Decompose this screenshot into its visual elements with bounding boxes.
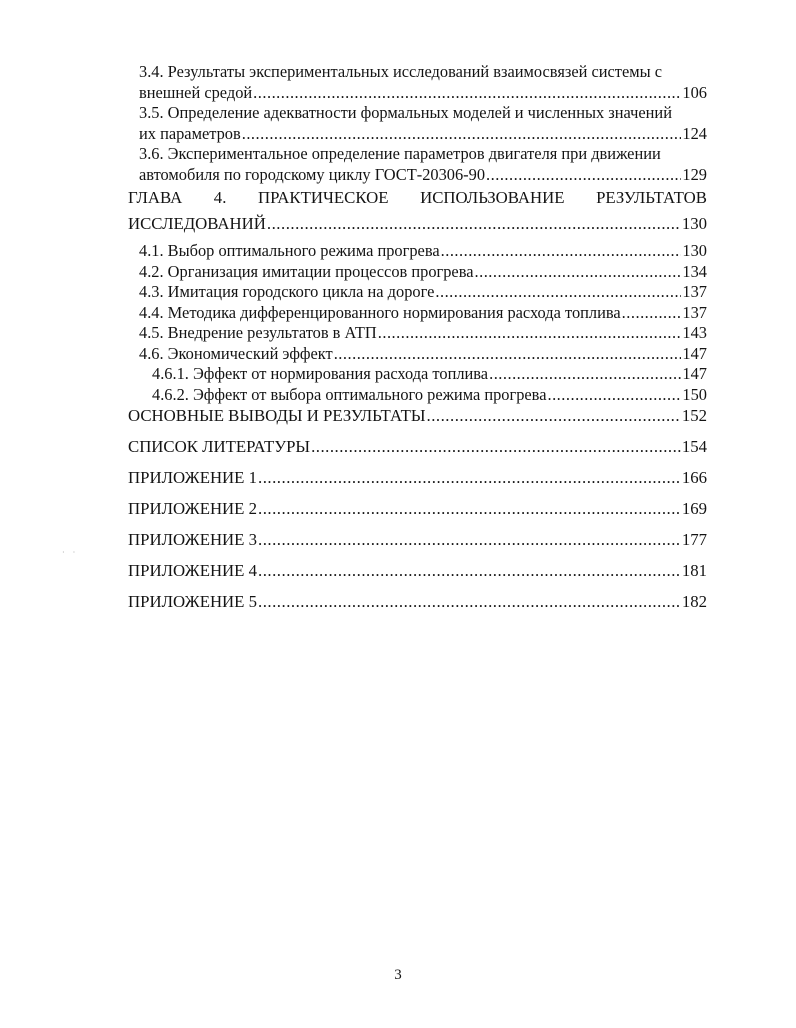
dot-leader: [622, 303, 682, 324]
toc-entry-conclusions[interactable]: [128, 405, 707, 427]
toc-page-number: 166: [681, 468, 707, 487]
dot-leader: [547, 385, 681, 406]
toc-entry-title-cont: внешней средой: [139, 82, 253, 102]
toc-entry-3-6[interactable]: [128, 144, 707, 185]
toc-entry-3-4[interactable]: [128, 62, 707, 103]
toc-entry-4-6[interactable]: [128, 344, 707, 365]
toc-entry-title: 4.6.1. Эффект от нормирования расхода топлива: [152, 364, 489, 383]
toc-page-number: 154: [681, 437, 707, 456]
dot-leader: [475, 262, 682, 283]
toc-page-number: 147: [682, 364, 707, 383]
toc-entry-title: 4.6.2. Эффект от выбора оптимального режима прогрева: [152, 384, 547, 404]
toc-entry-title: ПРИЛОЖЕНИЕ 4: [128, 561, 258, 580]
toc-entry-4-5[interactable]: [128, 323, 707, 344]
toc-entry-title: ПРИЛОЖЕНИЕ 2: [128, 499, 258, 518]
toc-entry-title-cont: их параметров: [139, 123, 241, 143]
toc-page-number: 177: [681, 530, 707, 549]
toc-entry-appendix-3[interactable]: [128, 529, 707, 551]
dot-leader: [258, 498, 681, 520]
toc-entry-title: 4.5. Внедрение результатов в АТП: [139, 323, 377, 342]
dot-leader: [378, 323, 682, 344]
table-of-contents: [128, 62, 707, 613]
toc-entry-title: ПРИЛОЖЕНИЕ 1: [128, 468, 258, 487]
toc-entry-4-4[interactable]: [128, 303, 707, 324]
toc-entry-appendix-4[interactable]: [128, 560, 707, 582]
toc-entry-title-cont: автомобиля по городскому циклу ГОСТ-20306-90: [139, 164, 486, 184]
dot-leader: [435, 282, 681, 303]
toc-entry-references[interactable]: [128, 436, 707, 458]
toc-page-number: 150: [682, 384, 707, 404]
dot-leader: [427, 405, 681, 427]
toc-entry-title: ПРИЛОЖЕНИЕ 5: [128, 592, 258, 611]
toc-page-number: 130: [681, 214, 707, 233]
toc-entry-title: 4.6. Экономический эффект: [139, 343, 333, 363]
toc-entry-title: ОСНОВНЫЕ ВЫВОДЫ И РЕЗУЛЬТАТЫ: [128, 406, 426, 425]
toc-entry-appendix-5[interactable]: [128, 591, 707, 613]
toc-page-number: 106: [682, 82, 707, 102]
toc-entry-title: 3.5. Определение адекватности формальных моделей и численных значений: [139, 103, 672, 122]
toc-entry-title: 3.4. Результаты экспериментальных исследований взаимосвязей системы с: [139, 62, 663, 81]
toc-page-number: 169: [681, 499, 707, 518]
page-number: 3: [394, 967, 402, 983]
toc-entry-4-6-2[interactable]: [128, 385, 707, 406]
toc-page-number: 124: [682, 123, 707, 143]
toc-page-number: 134: [682, 261, 707, 281]
scan-specks: · ·: [62, 548, 79, 557]
dot-leader: [486, 165, 681, 186]
toc-entry-4-6-1[interactable]: [128, 364, 707, 385]
dot-leader: [258, 591, 681, 613]
toc-entry-3-5[interactable]: [128, 103, 707, 144]
toc-page-number: 152: [681, 406, 707, 425]
dot-leader: [258, 560, 681, 582]
toc-entry-4-1[interactable]: [128, 241, 707, 262]
toc-page-number: 137: [682, 302, 707, 322]
toc-chapter-title-cont: ИССЛЕДОВАНИЙ: [128, 214, 266, 233]
toc-entry-appendix-2[interactable]: [128, 498, 707, 520]
dot-leader: [441, 241, 682, 262]
dot-leader: [253, 83, 681, 104]
dot-leader: [242, 124, 682, 145]
toc-page-number: 147: [682, 343, 707, 363]
toc-page-number: 181: [681, 561, 707, 580]
toc-page-number: 130: [682, 241, 707, 260]
toc-entry-title: СПИСОК ЛИТЕРАТУРЫ: [128, 437, 311, 456]
dot-leader: [267, 211, 681, 237]
toc-entry-4-3[interactable]: [128, 282, 707, 303]
toc-chapter-title: ГЛАВА 4. ПРАКТИЧЕСКОЕ ИСПОЛЬЗОВАНИЕ РЕЗУЛЬТАТОВ: [128, 188, 707, 207]
toc-entry-title: 4.3. Имитация городского цикла на дороге: [139, 282, 435, 301]
toc-page-number: 143: [682, 323, 707, 342]
toc-entry-title: ПРИЛОЖЕНИЕ 3: [128, 530, 258, 549]
dot-leader: [258, 467, 681, 489]
toc-entry-title: 4.4. Методика дифференцированного нормирования расхода топлива: [139, 302, 621, 322]
toc-entry-chapter-4[interactable]: [128, 185, 707, 237]
dot-leader: [311, 436, 681, 458]
dot-leader: [334, 344, 682, 365]
toc-entry-title: 4.1. Выбор оптимального режима прогрева: [139, 241, 440, 260]
toc-page-number: 137: [682, 282, 707, 301]
toc-page-number: 182: [681, 592, 707, 611]
toc-entry-4-2[interactable]: [128, 262, 707, 283]
dot-leader: [258, 529, 681, 551]
toc-entry-title: 4.2. Организация имитации процессов прогрева: [139, 261, 474, 281]
toc-entry-title: 3.6. Экспериментальное определение параметров двигателя при движении: [139, 144, 661, 163]
dot-leader: [489, 364, 681, 385]
toc-entry-appendix-1[interactable]: [128, 467, 707, 489]
toc-page-number: 129: [682, 164, 707, 184]
